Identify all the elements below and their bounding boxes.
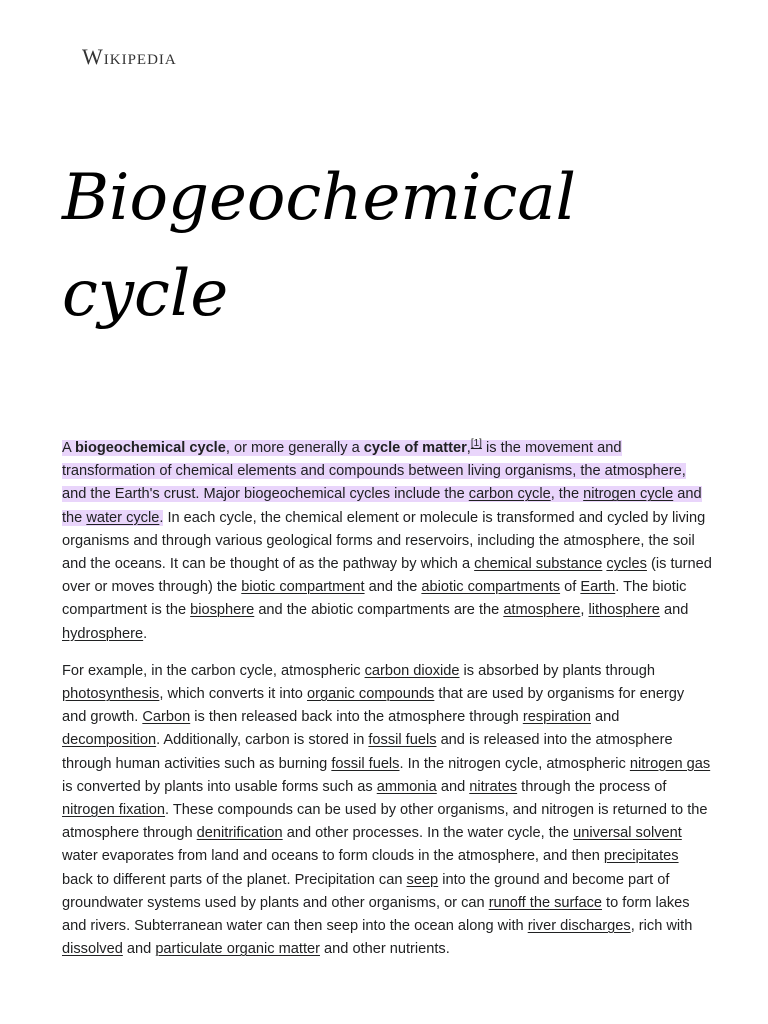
link-precipitates[interactable]: precipitates (603, 848, 679, 865)
link-carbon[interactable]: Carbon (142, 709, 191, 726)
title-line-2: cycle (62, 257, 229, 331)
article-body (62, 437, 712, 975)
link-nitrogen-fixation[interactable]: nitrogen fixation (62, 802, 166, 819)
link-decomposition[interactable]: decomposition (62, 732, 157, 749)
link-organic-compounds[interactable]: organic compounds (306, 686, 435, 703)
wikipedia-logo[interactable]: Wikipedia (82, 44, 177, 69)
link-biosphere[interactable]: biosphere (190, 602, 255, 619)
reference-1-link[interactable]: [1] (470, 438, 482, 450)
link-water-cycle[interactable]: water cycle (86, 509, 160, 526)
link-nitrates[interactable]: nitrates (469, 778, 518, 795)
page-title (62, 150, 722, 342)
link-photosynthesis[interactable]: photosynthesis (62, 686, 160, 703)
term-cycle-of-matter: cycle of matter (363, 440, 467, 456)
title-line-1: Biogeochemical (62, 161, 576, 235)
link-atmosphere[interactable]: atmosphere (503, 602, 581, 619)
link-fossil-fuels-2[interactable]: fossil fuels (331, 755, 400, 772)
link-earth[interactable]: Earth (580, 579, 616, 596)
link-carbon-cycle[interactable]: carbon cycle (468, 486, 551, 503)
link-seep[interactable]: seep (406, 871, 439, 888)
link-hydrosphere[interactable]: hydrosphere (62, 625, 144, 642)
link-biotic-compartment[interactable]: biotic compartment (241, 579, 365, 596)
term-biogeochemical-cycle: biogeochemical cycle (74, 440, 226, 456)
link-respiration[interactable]: respiration (522, 709, 591, 726)
link-fossil-fuels-1[interactable]: fossil fuels (368, 732, 437, 749)
highlighted-definition: A biogeochemical cycle, or more generally a cycle of matter,[1] is the movement and transformation of chemical elements and compounds between living organisms, the atmosphere, and the Earth's crust. Major biogeochemical cycles include the carbon cycle, the nitrogen cycle and the water cycle. (62, 438, 702, 526)
link-lithosphere[interactable]: lithosphere (588, 602, 660, 619)
link-particulate-organic-matter[interactable]: particulate organic matter (155, 941, 320, 958)
link-runoff-the-surface[interactable]: runoff the surface (488, 894, 602, 911)
link-cycles[interactable]: cycles (606, 556, 647, 573)
link-ammonia[interactable]: ammonia (376, 778, 437, 795)
paragraph-intro: A biogeochemical cycle, or more generally a cycle of matter,[1] is the movement and transformation of chemical elements and compounds between living organisms, the atmosphere, and the Earth's crust. Major biogeochemical cycles include the carbon cycle, the nitrogen cycle and the water cycle. In each cycle, the chemical element or molecule is transformed and cycled by living organisms and through various geological forms and reservoirs, including the atmosphere, the soil and the oceans. It can be thought of as the pathway by which a chemical substance cycles (is turned over or moves through) the biotic compartment and the abiotic compartments of Earth. The biotic compartment is the biosphere and the abiotic compartments are the atmosphere, lithosphere and hydrosphere. (62, 438, 712, 642)
link-universal-solvent[interactable]: universal solvent (573, 825, 682, 842)
link-nitrogen-gas[interactable]: nitrogen gas (629, 755, 711, 772)
link-river-discharges[interactable]: river discharges (527, 918, 631, 935)
link-nitrogen-cycle[interactable]: nitrogen cycle (583, 486, 674, 503)
link-denitrification[interactable]: denitrification (196, 825, 283, 842)
link-carbon-dioxide[interactable]: carbon dioxide (364, 662, 460, 679)
paragraph-examples: For example, in the carbon cycle, atmospheric carbon dioxide is absorbed by plants through photosynthesis, which converts it into organic compounds that are used by organisms for energy and growth. Carbon is then released back into the atmosphere through respiration and decomposition. Additionally, carbon is stored in fossil fuels and is released into the atmosphere through human activities such as burning fossil fuels. In the nitrogen cycle, atmospheric nitrogen gas is converted by plants into usable forms such as ammonia and nitrates through the process of nitrogen fixation. These compounds can be used by other organisms, and nitrogen is returned to the atmosphere through denitrification and other processes. In the water cycle, the universal solvent water evaporates from land and oceans to form clouds in the atmosphere, and then precipitates back to different parts of the planet. Precipitation can seep into the ground and become part of groundwater systems used by plants and other organisms, or can runoff the surface to form lakes and rivers. Subterranean water can then seep into the ocean along with river discharges, rich with dissolved and particulate organic matter and other nutrients. (62, 662, 711, 958)
link-dissolved[interactable]: dissolved (62, 941, 123, 958)
link-abiotic-compartments[interactable]: abiotic compartments (421, 579, 561, 596)
link-chemical-substance[interactable]: chemical substance (474, 556, 603, 573)
